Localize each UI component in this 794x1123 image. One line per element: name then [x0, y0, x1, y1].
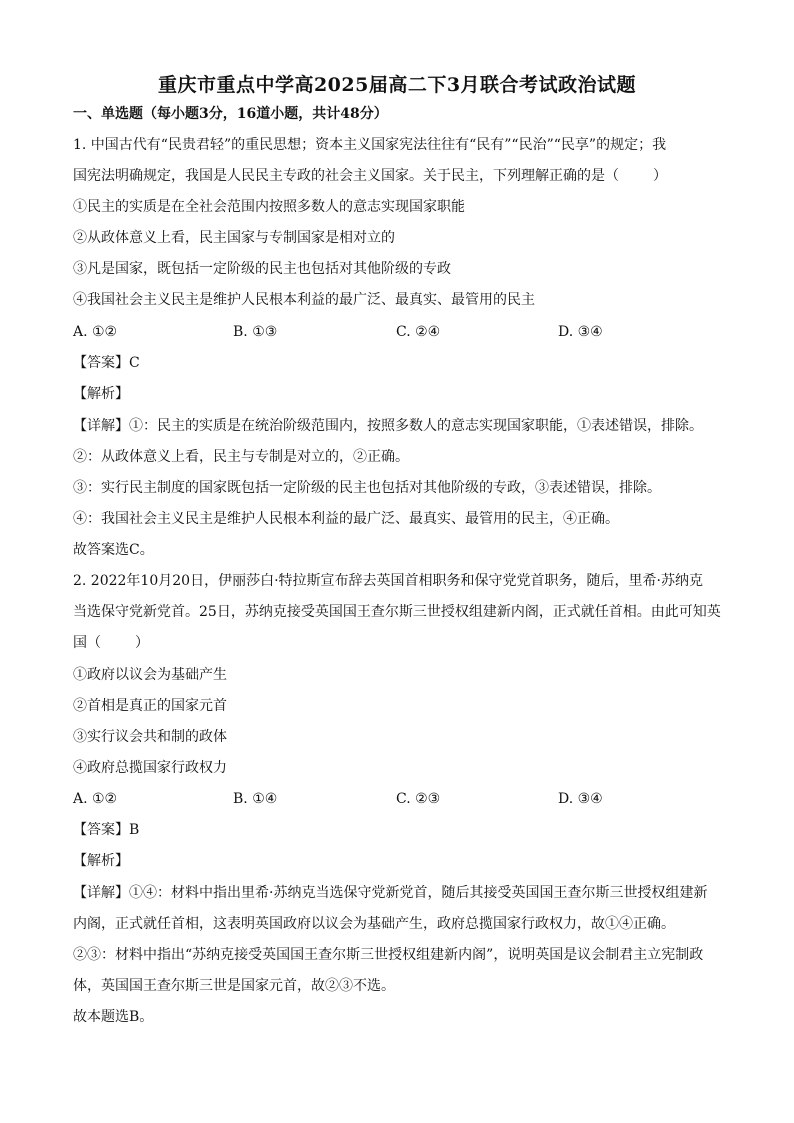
- q1-stem-line-2: [73, 166, 667, 186]
- q1-item-4: ④我国社会主义民主是维护人民根本利益的最广泛、最真实、最管用的民主: [73, 292, 535, 308]
- section-heading: 一、单选题（每小题3分，16道小题，共计48分）: [73, 106, 388, 122]
- q2-option-b: B. ①④: [233, 791, 278, 807]
- q2-detail-4: 体，英国国王查尔斯三世是国家元首，故②③不选。: [73, 978, 395, 994]
- q2-stem-line-1: 2. 2022年10月20日，伊丽莎白·特拉斯宣布辞去英国首相职务和保守党党首职务，随后，里希·苏纳克: [73, 573, 703, 589]
- q1-item-3: ③凡是国家，既包括一定阶级的民主也包括对其他阶级的专政: [73, 261, 451, 277]
- q2-stem-line-3: [73, 633, 149, 653]
- q2-stem-text: 国（: [73, 635, 101, 651]
- q2-stem-paren-close: ）: [135, 635, 149, 651]
- q2-item-3: ③实行议会共和制的政体: [73, 729, 227, 745]
- q2-detail-1: 【详解】①④：材料中指出里希·苏纳克当选保守党新党首，随后其接受英国国王查尔斯三世授权组建新: [73, 885, 708, 901]
- q2-stem-line-2: 当选保守党新党首。25日，苏纳克接受英国国王查尔斯三世授权组建新内阁，正式就任首相。由此可知英: [73, 604, 721, 620]
- q1-stem-text: 国宪法明确规定，我国是人民民主专政的社会主义国家。关于民主，下列理解正确的是（: [73, 168, 619, 184]
- q2-option-c: C. ②③: [396, 791, 441, 807]
- q1-stem-paren-close: ）: [653, 168, 667, 184]
- q1-answer: 【答案】C: [73, 355, 140, 371]
- q1-stem-line-1: 1. 中国古代有“民贵君轻”的重民思想；资本主义国家宪法往往有“民有”“民治”“民享”的规定；我: [73, 137, 667, 153]
- q1-option-c: C. ②④: [396, 324, 441, 340]
- q1-analysis-label: 【解析】: [73, 386, 129, 402]
- q1-detail-5: 故答案选C。: [73, 542, 154, 558]
- q2-detail-5: 故本题选B。: [73, 1009, 154, 1025]
- page-title: 重庆市重点中学高2025届高二下3月联合考试政治试题: [157, 74, 637, 96]
- q2-item-2: ②首相是真正的国家元首: [73, 698, 227, 714]
- q1-option-a: A. ①②: [73, 324, 118, 340]
- q2-item-4: ④政府总揽国家行政权力: [73, 760, 227, 776]
- q2-item-1: ①政府以议会为基础产生: [73, 667, 227, 683]
- q2-answer: 【答案】B: [73, 822, 140, 838]
- q2-option-d: D. ③④: [558, 791, 603, 807]
- q1-option-d: D. ③④: [558, 324, 603, 340]
- q2-detail-3: ②③：材料中指出“苏纳克接受英国国王查尔斯三世授权组建新内阁”，说明英国是议会制君主立宪制政: [73, 947, 704, 963]
- q1-item-2: ②从政体意义上看，民主国家与专制国家是相对立的: [73, 230, 395, 246]
- q2-detail-2: 内阁，正式就任首相，这表明英国政府以议会为基础产生，政府总揽国家行政权力，故①④正确。: [73, 916, 675, 932]
- q1-item-1: ①民主的实质是在全社会范围内按照多数人的意志实现国家职能: [73, 199, 465, 215]
- q2-option-a: A. ①②: [73, 791, 118, 807]
- q1-detail-1: 【详解】①：民主的实质是在统治阶级范围内，按照多数人的意志实现国家职能，①表述错误，排除。: [73, 418, 703, 434]
- q1-detail-4: ④：我国社会主义民主是维护人民根本利益的最广泛、最真实、最管用的民主，④正确。: [73, 511, 619, 527]
- q2-analysis-label: 【解析】: [73, 853, 129, 869]
- q1-detail-3: ③：实行民主制度的国家既包括一定阶级的民主也包括对其他阶级的专政，③表述错误，排除。: [73, 480, 661, 496]
- q1-option-b: B. ①③: [233, 324, 278, 340]
- q1-detail-2: ②：从政体意义上看，民主与专制是对立的，②正确。: [73, 449, 409, 465]
